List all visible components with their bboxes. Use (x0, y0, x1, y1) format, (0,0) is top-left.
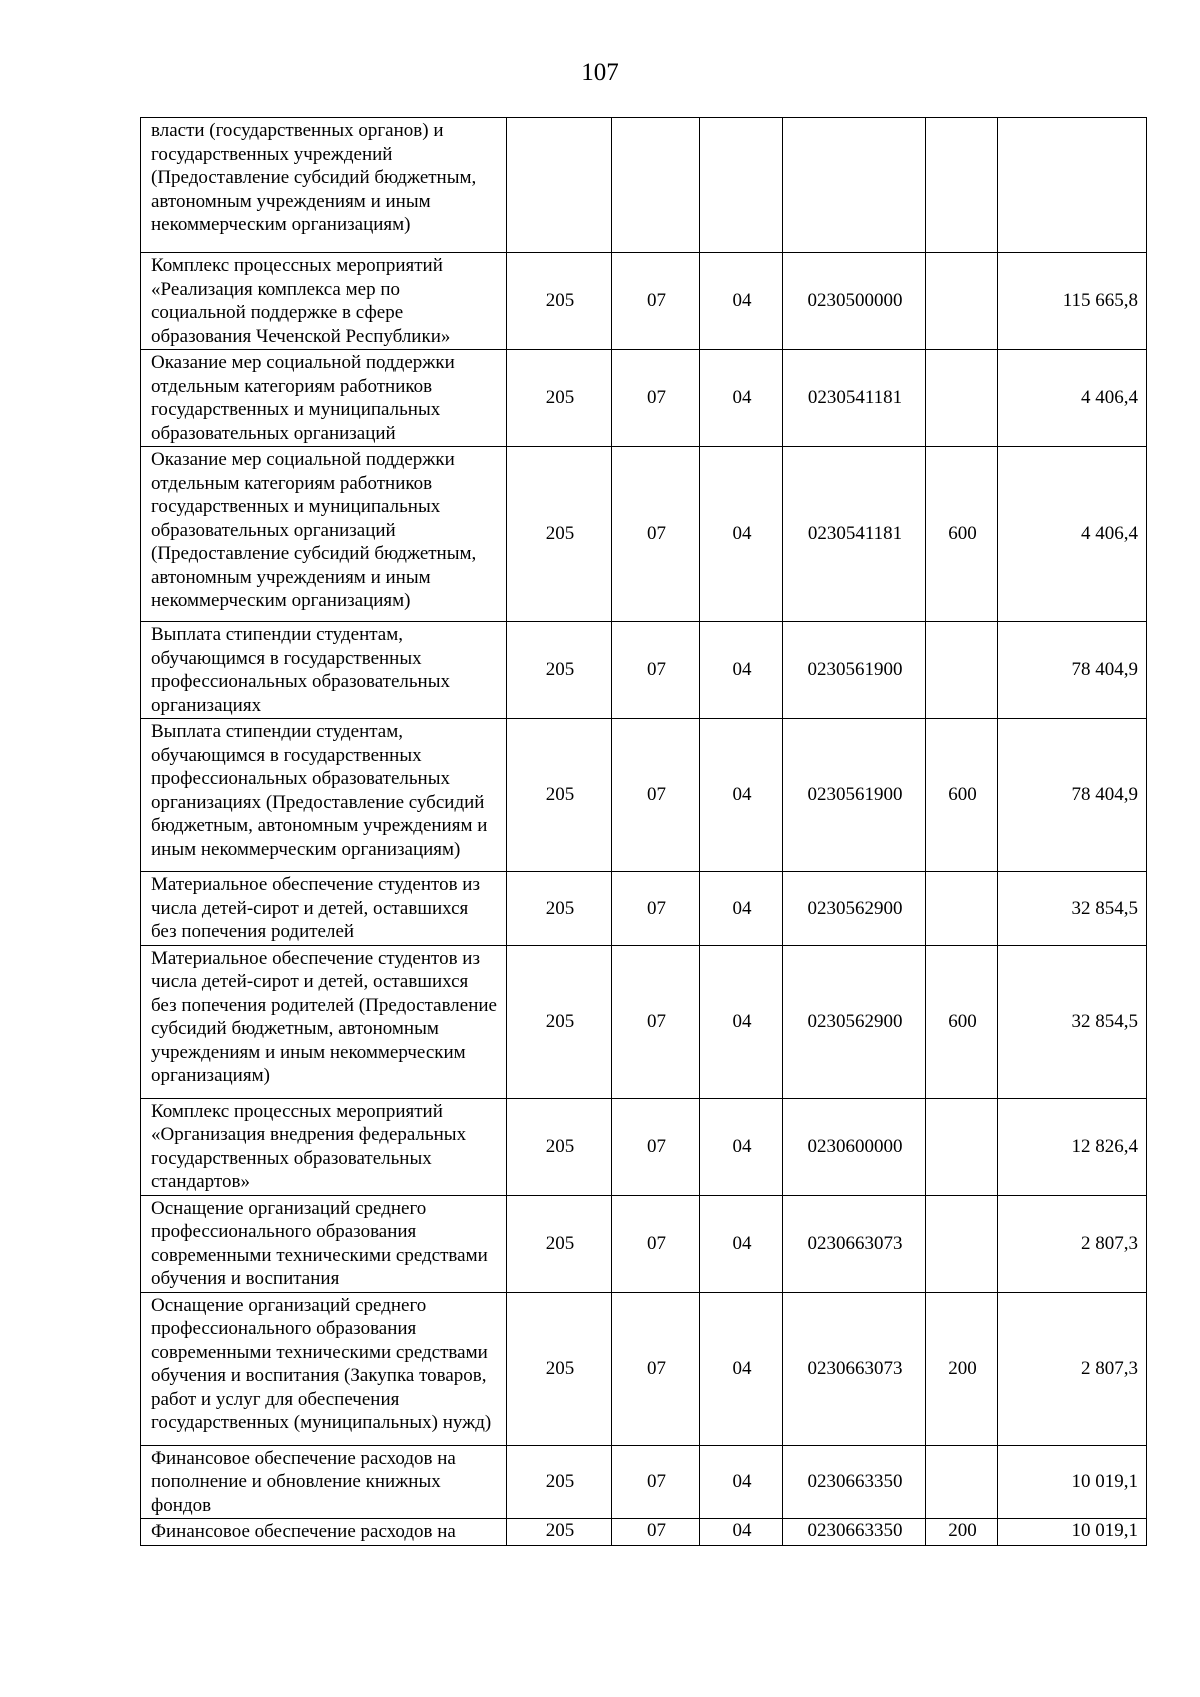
cell-grbs-code: 205 (507, 350, 612, 447)
cell-amount: 115 665,8 (998, 253, 1147, 350)
cell-target-item-code: 0230663350 (783, 1519, 926, 1546)
cell-section-code: 07 (612, 447, 700, 622)
cell-amount: 12 826,4 (998, 1098, 1147, 1195)
cell-expense-type-code (926, 872, 998, 946)
cell-target-item-code: 0230562900 (783, 945, 926, 1098)
cell-section-code: 07 (612, 1195, 700, 1292)
cell-subsection-code: 04 (700, 253, 783, 350)
cell-expense-type-code (926, 622, 998, 719)
cell-expense-type-code (926, 253, 998, 350)
table-row (141, 447, 1147, 622)
table-row (141, 1445, 1147, 1519)
cell-expense-type-code (926, 118, 998, 253)
cell-section-code: 07 (612, 1519, 700, 1546)
cell-subsection-code (700, 118, 783, 253)
cell-section-code: 07 (612, 872, 700, 946)
table-row (141, 872, 1147, 946)
cell-target-item-code: 0230500000 (783, 253, 926, 350)
cell-grbs-code (507, 118, 612, 253)
table-row (141, 945, 1147, 1098)
cell-amount: 4 406,4 (998, 350, 1147, 447)
cell-expense-type-code (926, 350, 998, 447)
cell-name: Материальное обеспечение студентов из числа детей-сирот и детей, оставшихся без попечения родителей (141, 872, 507, 946)
cell-expense-type-code: 600 (926, 447, 998, 622)
cell-expense-type-code: 200 (926, 1519, 998, 1546)
cell-name: Финансовое обеспечение расходов на (141, 1519, 507, 1546)
table-row (141, 1292, 1147, 1445)
cell-name: Выплата стипендии студентам, обучающимся в государственных профессиональных образовательных организациях (141, 622, 507, 719)
cell-grbs-code: 205 (507, 945, 612, 1098)
table-row (141, 1098, 1147, 1195)
cell-subsection-code: 04 (700, 350, 783, 447)
cell-expense-type-code: 600 (926, 945, 998, 1098)
cell-target-item-code: 0230561900 (783, 622, 926, 719)
cell-section-code: 07 (612, 1445, 700, 1519)
cell-name: Оснащение организаций среднего профессионального образования современными техническими средствами обучения и воспитания (Закупка товаров, работ и услуг для обеспечения государственных (муниципальных) нужд) (141, 1292, 507, 1445)
cell-section-code: 07 (612, 1292, 700, 1445)
cell-amount: 32 854,5 (998, 872, 1147, 946)
cell-section-code: 07 (612, 622, 700, 719)
cell-amount: 32 854,5 (998, 945, 1147, 1098)
cell-name: Финансовое обеспечение расходов на пополнение и обновление книжных фондов (141, 1445, 507, 1519)
cell-target-item-code: 0230663073 (783, 1292, 926, 1445)
cell-subsection-code: 04 (700, 1098, 783, 1195)
cell-grbs-code: 205 (507, 253, 612, 350)
cell-grbs-code: 205 (507, 1098, 612, 1195)
cell-target-item-code: 0230541181 (783, 350, 926, 447)
budget-table (140, 117, 1147, 1546)
cell-amount: 78 404,9 (998, 622, 1147, 719)
table-body (141, 118, 1147, 1546)
cell-grbs-code: 205 (507, 622, 612, 719)
cell-name: власти (государственных органов) и государственных учреждений (Предоставление субсидий бюджетным, автономным учреждениям и иным некоммерческим организациям) (141, 118, 507, 253)
page-number: 107 (581, 59, 619, 86)
cell-section-code: 07 (612, 253, 700, 350)
cell-amount: 10 019,1 (998, 1445, 1147, 1519)
cell-amount: 2 807,3 (998, 1195, 1147, 1292)
cell-grbs-code: 205 (507, 447, 612, 622)
cell-name: Выплата стипендии студентам, обучающимся в государственных профессиональных образовательных организациях (Предоставление субсидий бюджетным, автономным учреждениям и иным некоммерческим организациям) (141, 719, 507, 872)
cell-amount: 4 406,4 (998, 447, 1147, 622)
table-row (141, 1195, 1147, 1292)
cell-grbs-code: 205 (507, 1195, 612, 1292)
table-row (141, 622, 1147, 719)
cell-section-code (612, 118, 700, 253)
table-row (141, 1519, 1147, 1546)
cell-section-code: 07 (612, 1098, 700, 1195)
cell-expense-type-code: 600 (926, 719, 998, 872)
cell-subsection-code: 04 (700, 719, 783, 872)
cell-grbs-code: 205 (507, 872, 612, 946)
cell-target-item-code: 0230562900 (783, 872, 926, 946)
table-row (141, 350, 1147, 447)
cell-expense-type-code (926, 1195, 998, 1292)
cell-target-item-code: 0230663073 (783, 1195, 926, 1292)
table-row (141, 253, 1147, 350)
cell-subsection-code: 04 (700, 622, 783, 719)
cell-subsection-code: 04 (700, 1519, 783, 1546)
cell-target-item-code: 0230663350 (783, 1445, 926, 1519)
table-row (141, 719, 1147, 872)
cell-name: Оказание мер социальной поддержки отдельным категориям работников государственных и муниципальных образовательных организаций (Предоставление субсидий бюджетным, автономным учреждениям и иным некоммерческим организациям) (141, 447, 507, 622)
cell-section-code: 07 (612, 945, 700, 1098)
cell-grbs-code: 205 (507, 1445, 612, 1519)
cell-grbs-code: 205 (507, 1292, 612, 1445)
cell-subsection-code: 04 (700, 872, 783, 946)
cell-subsection-code: 04 (700, 1445, 783, 1519)
cell-amount: 10 019,1 (998, 1519, 1147, 1546)
cell-name: Комплекс процессных мероприятий «Реализация комплекса мер по социальной поддержке в сфере образования Чеченской Республики» (141, 253, 507, 350)
cell-name: Оснащение организаций среднего профессионального образования современными техническими средствами обучения и воспитания (141, 1195, 507, 1292)
cell-subsection-code: 04 (700, 945, 783, 1098)
cell-expense-type-code: 200 (926, 1292, 998, 1445)
cell-section-code: 07 (612, 350, 700, 447)
cell-subsection-code: 04 (700, 447, 783, 622)
cell-target-item-code: 0230600000 (783, 1098, 926, 1195)
cell-subsection-code: 04 (700, 1195, 783, 1292)
cell-amount: 2 807,3 (998, 1292, 1147, 1445)
cell-target-item-code: 0230541181 (783, 447, 926, 622)
cell-name: Материальное обеспечение студентов из числа детей-сирот и детей, оставшихся без попечения родителей (Предоставление субсидий бюджетным, автономным учреждениям и иным некоммерческим организациям) (141, 945, 507, 1098)
cell-expense-type-code (926, 1098, 998, 1195)
cell-grbs-code: 205 (507, 719, 612, 872)
cell-name: Оказание мер социальной поддержки отдельным категориям работников государственных и муниципальных образовательных организаций (141, 350, 507, 447)
table-row (141, 118, 1147, 253)
cell-name: Комплекс процессных мероприятий «Организация внедрения федеральных государственных образовательных стандартов» (141, 1098, 507, 1195)
cell-subsection-code: 04 (700, 1292, 783, 1445)
cell-grbs-code: 205 (507, 1519, 612, 1546)
cell-target-item-code: 0230561900 (783, 719, 926, 872)
cell-target-item-code (783, 118, 926, 253)
cell-section-code: 07 (612, 719, 700, 872)
cell-amount: 78 404,9 (998, 719, 1147, 872)
cell-amount (998, 118, 1147, 253)
cell-expense-type-code (926, 1445, 998, 1519)
